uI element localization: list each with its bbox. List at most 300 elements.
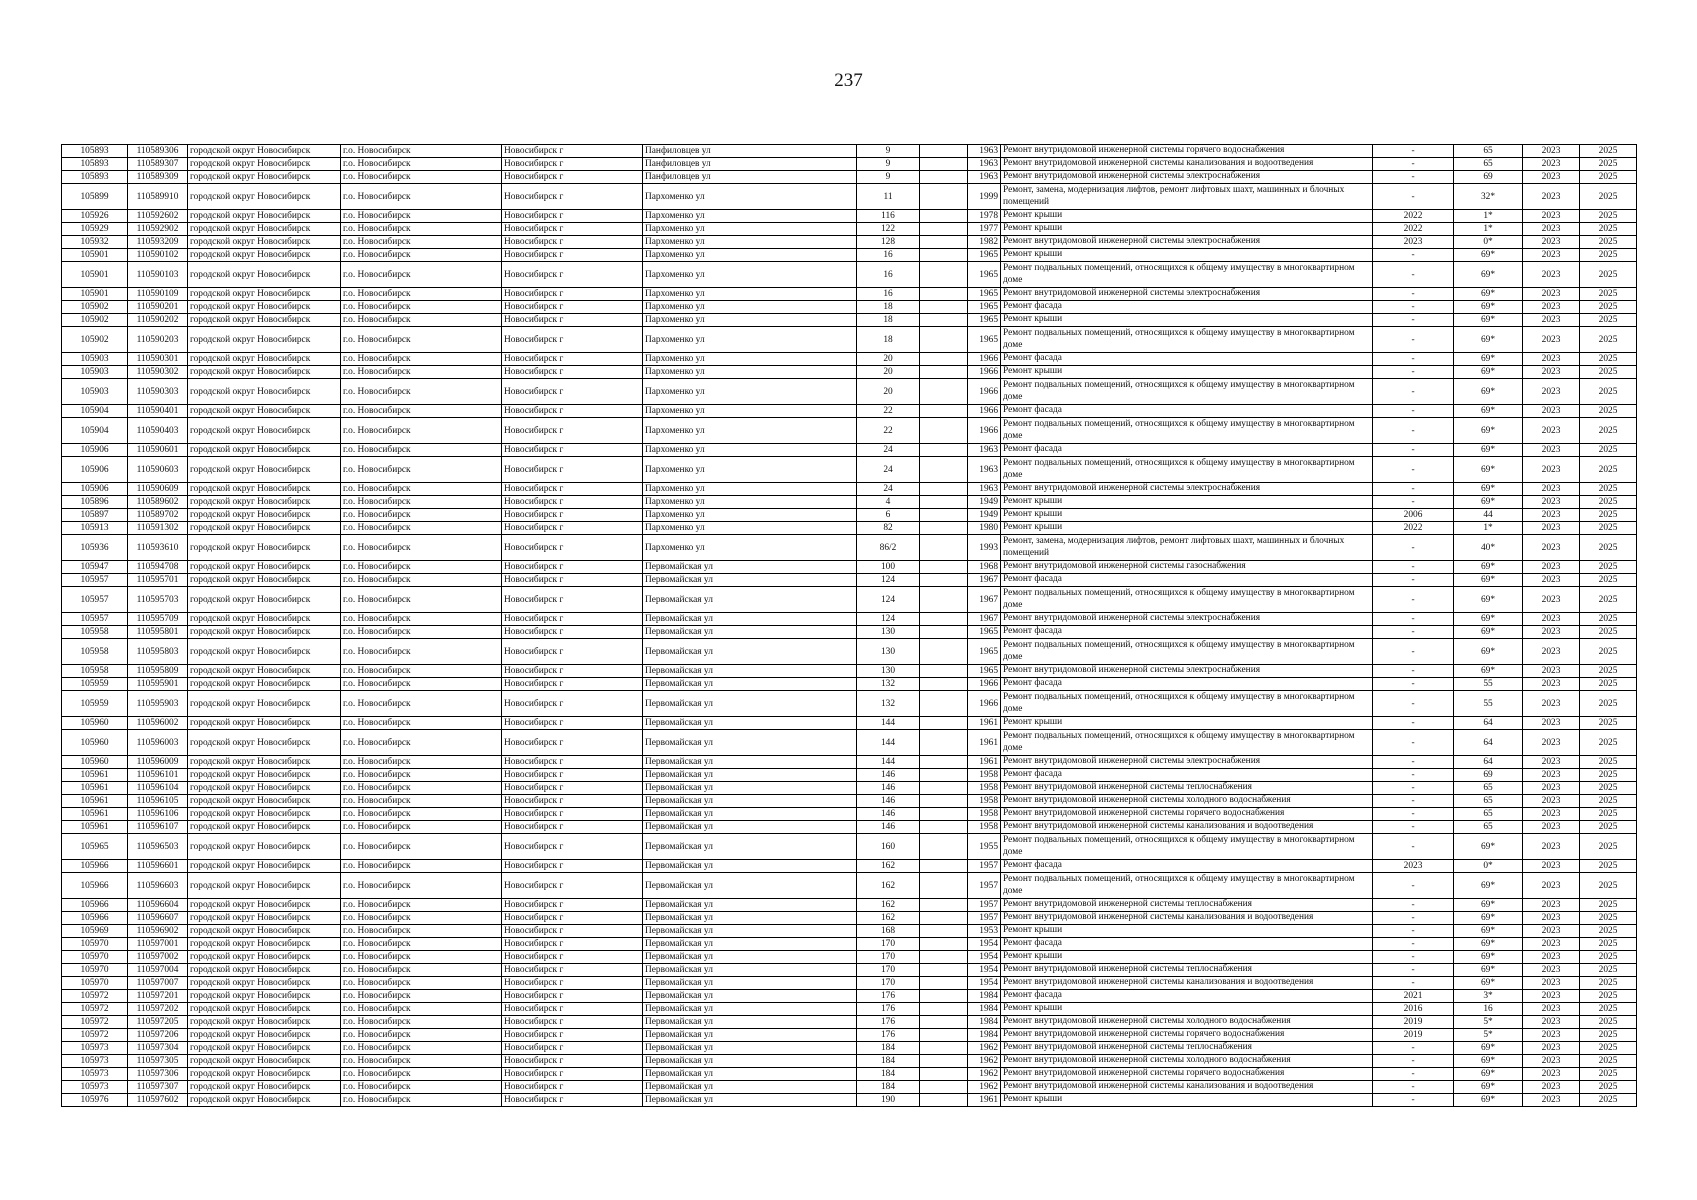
cell-last-repair-year: -: [1373, 795, 1454, 808]
cell-code: 110589307: [128, 158, 188, 171]
cell-municipality: г.о. Новосибирск: [341, 1055, 502, 1068]
cell-house: 170: [857, 951, 920, 964]
cell-last-repair-year: -: [1373, 626, 1454, 639]
cell-last-repair-year: 2021: [1373, 990, 1454, 1003]
cell-plan-start: 2023: [1523, 899, 1580, 912]
cell-year-built: 1963: [968, 171, 1001, 184]
cell-district: городской округ Новосибирск: [188, 184, 341, 210]
cell-house: 18: [857, 314, 920, 327]
cell-plan-end: 2025: [1580, 587, 1637, 613]
cell-building: [920, 990, 968, 1003]
cell-plan-end: 2025: [1580, 912, 1637, 925]
cell-year-built: 1977: [968, 223, 1001, 236]
cell-plan-end: 2025: [1580, 1081, 1637, 1094]
table-row: [62, 951, 1637, 964]
cell-settlement: Новосибирск г: [502, 457, 643, 483]
cell-building: [920, 184, 968, 210]
cell-code: 110590603: [128, 457, 188, 483]
cell-id: 105961: [62, 795, 128, 808]
cell-plan-end: 2025: [1580, 756, 1637, 769]
cell-code: 110596009: [128, 756, 188, 769]
cell-code: 110590609: [128, 483, 188, 496]
cell-street: Пархоменко ул: [643, 236, 857, 249]
cell-plan-end: 2025: [1580, 158, 1637, 171]
cell-work-type: Ремонт фасада: [1001, 860, 1373, 873]
cell-plan-start: 2023: [1523, 665, 1580, 678]
cell-district: городской округ Новосибирск: [188, 301, 341, 314]
cell-street: Первомайская ул: [643, 574, 857, 587]
cell-plan-start: 2023: [1523, 613, 1580, 626]
cell-work-type: Ремонт внутридомовой инженерной системы теплоснабжения: [1001, 1042, 1373, 1055]
cell-district: городской округ Новосибирск: [188, 496, 341, 509]
cell-work-type: Ремонт подвальных помещений, относящихся к общему имуществу в многоквартирном доме: [1001, 587, 1373, 613]
cell-last-repair-year: -: [1373, 262, 1454, 288]
table-row: [62, 249, 1637, 262]
cell-settlement: Новосибирск г: [502, 353, 643, 366]
cell-code: 110595903: [128, 691, 188, 717]
cell-id: 105902: [62, 327, 128, 353]
cell-settlement: Новосибирск г: [502, 613, 643, 626]
cell-id: 105906: [62, 444, 128, 457]
cell-wear-percent: 69*: [1454, 1068, 1523, 1081]
cell-plan-end: 2025: [1580, 821, 1637, 834]
cell-plan-start: 2023: [1523, 496, 1580, 509]
cell-last-repair-year: -: [1373, 691, 1454, 717]
cell-plan-end: 2025: [1580, 171, 1637, 184]
cell-wear-percent: 69*: [1454, 444, 1523, 457]
cell-id: 105972: [62, 1003, 128, 1016]
cell-work-type: Ремонт внутридомовой инженерной системы электроснабжения: [1001, 756, 1373, 769]
cell-settlement: Новосибирск г: [502, 964, 643, 977]
cell-plan-end: 2025: [1580, 951, 1637, 964]
table-row: [62, 145, 1637, 158]
cell-work-type: Ремонт внутридомовой инженерной системы канализования и водоотведения: [1001, 912, 1373, 925]
cell-settlement: Новосибирск г: [502, 314, 643, 327]
cell-wear-percent: 69*: [1454, 665, 1523, 678]
cell-code: 110596104: [128, 782, 188, 795]
cell-district: городской округ Новосибирск: [188, 613, 341, 626]
cell-plan-end: 2025: [1580, 509, 1637, 522]
cell-last-repair-year: -: [1373, 301, 1454, 314]
cell-year-built: 1961: [968, 756, 1001, 769]
cell-plan-start: 2023: [1523, 639, 1580, 665]
cell-municipality: г.о. Новосибирск: [341, 262, 502, 288]
cell-wear-percent: 69*: [1454, 457, 1523, 483]
cell-plan-start: 2023: [1523, 769, 1580, 782]
cell-house: 18: [857, 301, 920, 314]
cell-year-built: 1954: [968, 964, 1001, 977]
cell-building: [920, 574, 968, 587]
cell-house: 122: [857, 223, 920, 236]
cell-year-built: 1957: [968, 899, 1001, 912]
cell-id: 105972: [62, 1016, 128, 1029]
cell-house: 184: [857, 1042, 920, 1055]
cell-building: [920, 158, 968, 171]
cell-district: городской округ Новосибирск: [188, 1081, 341, 1094]
cell-street: Первомайская ул: [643, 561, 857, 574]
cell-wear-percent: 69*: [1454, 587, 1523, 613]
cell-id: 105970: [62, 951, 128, 964]
cell-last-repair-year: -: [1373, 665, 1454, 678]
cell-last-repair-year: 2022: [1373, 223, 1454, 236]
cell-wear-percent: 69*: [1454, 925, 1523, 938]
table-row: [62, 405, 1637, 418]
cell-building: [920, 639, 968, 665]
cell-house: 6: [857, 509, 920, 522]
cell-year-built: 1966: [968, 418, 1001, 444]
cell-house: 4: [857, 496, 920, 509]
cell-id: 105960: [62, 756, 128, 769]
cell-settlement: Новосибирск г: [502, 171, 643, 184]
cell-code: 110592602: [128, 210, 188, 223]
cell-street: Пархоменко ул: [643, 249, 857, 262]
cell-plan-start: 2023: [1523, 1081, 1580, 1094]
table-row: [62, 483, 1637, 496]
table-row: [62, 938, 1637, 951]
cell-work-type: Ремонт крыши: [1001, 1094, 1373, 1107]
cell-last-repair-year: -: [1373, 353, 1454, 366]
cell-street: Пархоменко ул: [643, 405, 857, 418]
cell-last-repair-year: -: [1373, 1068, 1454, 1081]
cell-work-type: Ремонт подвальных помещений, относящихся к общему имуществу в многоквартирном доме: [1001, 262, 1373, 288]
cell-id: 105958: [62, 626, 128, 639]
cell-street: Первомайская ул: [643, 756, 857, 769]
cell-municipality: г.о. Новосибирск: [341, 314, 502, 327]
cell-building: [920, 1094, 968, 1107]
cell-year-built: 1967: [968, 613, 1001, 626]
cell-id: 105970: [62, 938, 128, 951]
cell-house: 162: [857, 860, 920, 873]
cell-house: 128: [857, 236, 920, 249]
cell-street: Пархоменко ул: [643, 314, 857, 327]
cell-id: 105906: [62, 483, 128, 496]
cell-plan-start: 2023: [1523, 1094, 1580, 1107]
cell-district: городской округ Новосибирск: [188, 717, 341, 730]
cell-plan-start: 2023: [1523, 1055, 1580, 1068]
cell-building: [920, 327, 968, 353]
cell-id: 105973: [62, 1068, 128, 1081]
cell-district: городской округ Новосибирск: [188, 223, 341, 236]
cell-work-type: Ремонт внутридомовой инженерной системы горячего водоснабжения: [1001, 1029, 1373, 1042]
cell-work-type: Ремонт фасада: [1001, 678, 1373, 691]
cell-id: 105970: [62, 964, 128, 977]
cell-building: [920, 691, 968, 717]
cell-building: [920, 1042, 968, 1055]
cell-id: 105965: [62, 834, 128, 860]
table-row: [62, 509, 1637, 522]
cell-street: Первомайская ул: [643, 1029, 857, 1042]
cell-municipality: г.о. Новосибирск: [341, 1081, 502, 1094]
cell-settlement: Новосибирск г: [502, 938, 643, 951]
cell-street: Пархоменко ул: [643, 223, 857, 236]
cell-district: городской округ Новосибирск: [188, 236, 341, 249]
cell-street: Первомайская ул: [643, 1016, 857, 1029]
cell-street: Панфиловцев ул: [643, 145, 857, 158]
cell-wear-percent: 64: [1454, 717, 1523, 730]
cell-last-repair-year: -: [1373, 769, 1454, 782]
cell-street: Пархоменко ул: [643, 210, 857, 223]
cell-district: городской округ Новосибирск: [188, 574, 341, 587]
cell-house: 11: [857, 184, 920, 210]
cell-code: 110590601: [128, 444, 188, 457]
cell-wear-percent: 69*: [1454, 561, 1523, 574]
cell-plan-end: 2025: [1580, 574, 1637, 587]
cell-work-type: Ремонт внутридомовой инженерной системы канализования и водоотведения: [1001, 1081, 1373, 1094]
cell-wear-percent: 0*: [1454, 860, 1523, 873]
cell-year-built: 1965: [968, 626, 1001, 639]
cell-street: Первомайская ул: [643, 1094, 857, 1107]
cell-municipality: г.о. Новосибирск: [341, 236, 502, 249]
cell-building: [920, 535, 968, 561]
cell-work-type: Ремонт крыши: [1001, 366, 1373, 379]
cell-district: городской округ Новосибирск: [188, 1003, 341, 1016]
cell-last-repair-year: -: [1373, 808, 1454, 821]
cell-wear-percent: 69*: [1454, 327, 1523, 353]
cell-building: [920, 171, 968, 184]
cell-year-built: 1963: [968, 145, 1001, 158]
cell-house: 9: [857, 171, 920, 184]
cell-code: 110595703: [128, 587, 188, 613]
cell-municipality: г.о. Новосибирск: [341, 977, 502, 990]
table-row: [62, 366, 1637, 379]
cell-year-built: 1968: [968, 561, 1001, 574]
cell-municipality: г.о. Новосибирск: [341, 535, 502, 561]
cell-plan-start: 2023: [1523, 184, 1580, 210]
cell-last-repair-year: -: [1373, 717, 1454, 730]
cell-work-type: Ремонт внутридомовой инженерной системы газоснабжения: [1001, 561, 1373, 574]
cell-settlement: Новосибирск г: [502, 587, 643, 613]
cell-municipality: г.о. Новосибирск: [341, 145, 502, 158]
cell-district: городской округ Новосибирск: [188, 951, 341, 964]
cell-settlement: Новосибирск г: [502, 301, 643, 314]
cell-district: городской округ Новосибирск: [188, 444, 341, 457]
cell-building: [920, 561, 968, 574]
cell-plan-start: 2023: [1523, 1003, 1580, 1016]
table-row: [62, 1016, 1637, 1029]
cell-district: городской округ Новосибирск: [188, 483, 341, 496]
cell-street: Первомайская ул: [643, 821, 857, 834]
cell-code: 110590303: [128, 379, 188, 405]
cell-settlement: Новосибирск г: [502, 184, 643, 210]
cell-id: 105936: [62, 535, 128, 561]
cell-plan-start: 2023: [1523, 236, 1580, 249]
cell-plan-start: 2023: [1523, 418, 1580, 444]
cell-work-type: Ремонт внутридомовой инженерной системы холодного водоснабжения: [1001, 1016, 1373, 1029]
cell-plan-start: 2023: [1523, 223, 1580, 236]
table-row: [62, 860, 1637, 873]
cell-work-type: Ремонт внутридомовой инженерной системы теплоснабжения: [1001, 964, 1373, 977]
cell-wear-percent: 69*: [1454, 1055, 1523, 1068]
cell-work-type: Ремонт внутридомовой инженерной системы электроснабжения: [1001, 665, 1373, 678]
cell-work-type: Ремонт подвальных помещений, относящихся к общему имуществу в многоквартирном доме: [1001, 379, 1373, 405]
cell-plan-start: 2023: [1523, 964, 1580, 977]
cell-year-built: 1965: [968, 327, 1001, 353]
cell-wear-percent: 69*: [1454, 366, 1523, 379]
cell-last-repair-year: -: [1373, 535, 1454, 561]
cell-house: 18: [857, 327, 920, 353]
cell-code: 110596607: [128, 912, 188, 925]
cell-house: 144: [857, 756, 920, 769]
cell-plan-start: 2023: [1523, 1068, 1580, 1081]
cell-last-repair-year: -: [1373, 496, 1454, 509]
cell-code: 110591302: [128, 522, 188, 535]
cell-municipality: г.о. Новосибирск: [341, 223, 502, 236]
cell-code: 110596601: [128, 860, 188, 873]
cell-district: городской округ Новосибирск: [188, 262, 341, 288]
cell-street: Первомайская ул: [643, 990, 857, 1003]
cell-year-built: 1954: [968, 951, 1001, 964]
cell-year-built: 1984: [968, 1003, 1001, 1016]
cell-district: городской округ Новосибирск: [188, 1094, 341, 1107]
cell-street: Пархоменко ул: [643, 535, 857, 561]
cell-last-repair-year: -: [1373, 405, 1454, 418]
cell-house: 24: [857, 444, 920, 457]
cell-wear-percent: 69*: [1454, 977, 1523, 990]
cell-plan-start: 2023: [1523, 145, 1580, 158]
cell-last-repair-year: -: [1373, 834, 1454, 860]
cell-plan-end: 2025: [1580, 418, 1637, 444]
cell-building: [920, 899, 968, 912]
cell-street: Пархоменко ул: [643, 418, 857, 444]
cell-house: 22: [857, 405, 920, 418]
cell-plan-start: 2023: [1523, 873, 1580, 899]
cell-plan-start: 2023: [1523, 821, 1580, 834]
table-row: [62, 730, 1637, 756]
cell-plan-end: 2025: [1580, 561, 1637, 574]
cell-plan-start: 2023: [1523, 938, 1580, 951]
cell-code: 110590202: [128, 314, 188, 327]
cell-street: Первомайская ул: [643, 1003, 857, 1016]
cell-plan-end: 2025: [1580, 977, 1637, 990]
cell-last-repair-year: -: [1373, 782, 1454, 795]
cell-district: городской округ Новосибирск: [188, 808, 341, 821]
cell-year-built: 1984: [968, 1029, 1001, 1042]
cell-code: 110597305: [128, 1055, 188, 1068]
cell-last-repair-year: -: [1373, 964, 1454, 977]
cell-district: городской округ Новосибирск: [188, 769, 341, 782]
cell-work-type: Ремонт внутридомовой инженерной системы теплоснабжения: [1001, 782, 1373, 795]
cell-wear-percent: 69*: [1454, 496, 1523, 509]
cell-street: Первомайская ул: [643, 860, 857, 873]
cell-settlement: Новосибирск г: [502, 990, 643, 1003]
cell-last-repair-year: 2019: [1373, 1029, 1454, 1042]
cell-plan-end: 2025: [1580, 288, 1637, 301]
cell-wear-percent: 69: [1454, 171, 1523, 184]
cell-house: 130: [857, 665, 920, 678]
cell-municipality: г.о. Новосибирск: [341, 613, 502, 626]
cell-code: 110597001: [128, 938, 188, 951]
cell-code: 110593209: [128, 236, 188, 249]
cell-municipality: г.о. Новосибирск: [341, 522, 502, 535]
cell-plan-start: 2023: [1523, 353, 1580, 366]
cell-municipality: г.о. Новосибирск: [341, 561, 502, 574]
cell-wear-percent: 69*: [1454, 301, 1523, 314]
cell-plan-start: 2023: [1523, 457, 1580, 483]
cell-wear-percent: 65: [1454, 795, 1523, 808]
cell-plan-start: 2023: [1523, 756, 1580, 769]
cell-house: 146: [857, 808, 920, 821]
cell-year-built: 1957: [968, 912, 1001, 925]
table-row: [62, 574, 1637, 587]
cell-plan-end: 2025: [1580, 249, 1637, 262]
cell-plan-end: 2025: [1580, 639, 1637, 665]
table-row: [62, 1081, 1637, 1094]
cell-id: 105896: [62, 496, 128, 509]
cell-building: [920, 977, 968, 990]
cell-district: городской округ Новосибирск: [188, 379, 341, 405]
cell-work-type: Ремонт подвальных помещений, относящихся к общему имуществу в многоквартирном доме: [1001, 418, 1373, 444]
cell-municipality: г.о. Новосибирск: [341, 1029, 502, 1042]
cell-settlement: Новосибирск г: [502, 1068, 643, 1081]
cell-district: городской округ Новосибирск: [188, 795, 341, 808]
cell-municipality: г.о. Новосибирск: [341, 860, 502, 873]
cell-work-type: Ремонт, замена, модернизация лифтов, ремонт лифтовых шахт, машинных и блочных помещений: [1001, 184, 1373, 210]
cell-year-built: 1962: [968, 1081, 1001, 1094]
cell-house: 16: [857, 249, 920, 262]
cell-last-repair-year: -: [1373, 574, 1454, 587]
cell-settlement: Новосибирск г: [502, 730, 643, 756]
cell-work-type: Ремонт внутридомовой инженерной системы электроснабжения: [1001, 613, 1373, 626]
cell-settlement: Новосибирск г: [502, 444, 643, 457]
cell-id: 105961: [62, 769, 128, 782]
table-row: [62, 834, 1637, 860]
cell-last-repair-year: -: [1373, 899, 1454, 912]
cell-work-type: Ремонт крыши: [1001, 925, 1373, 938]
cell-last-repair-year: -: [1373, 951, 1454, 964]
cell-last-repair-year: -: [1373, 938, 1454, 951]
cell-wear-percent: 64: [1454, 730, 1523, 756]
cell-last-repair-year: -: [1373, 613, 1454, 626]
cell-house: 176: [857, 1016, 920, 1029]
cell-district: городской округ Новосибирск: [188, 327, 341, 353]
cell-street: Пархоменко ул: [643, 301, 857, 314]
table-row: [62, 899, 1637, 912]
cell-building: [920, 873, 968, 899]
cell-house: 86/2: [857, 535, 920, 561]
cell-plan-start: 2023: [1523, 951, 1580, 964]
cell-id: 105947: [62, 561, 128, 574]
cell-year-built: 1993: [968, 535, 1001, 561]
cell-municipality: г.о. Новосибирск: [341, 665, 502, 678]
cell-code: 110596105: [128, 795, 188, 808]
cell-year-built: 1965: [968, 262, 1001, 288]
cell-municipality: г.о. Новосибирск: [341, 379, 502, 405]
cell-id: 105893: [62, 171, 128, 184]
cell-work-type: Ремонт внутридомовой инженерной системы электроснабжения: [1001, 171, 1373, 184]
cell-settlement: Новосибирск г: [502, 860, 643, 873]
cell-plan-end: 2025: [1580, 327, 1637, 353]
cell-street: Первомайская ул: [643, 639, 857, 665]
cell-plan-start: 2023: [1523, 626, 1580, 639]
cell-municipality: г.о. Новосибирск: [341, 730, 502, 756]
cell-id: 105893: [62, 158, 128, 171]
cell-wear-percent: 69*: [1454, 483, 1523, 496]
cell-building: [920, 379, 968, 405]
cell-building: [920, 821, 968, 834]
cell-wear-percent: 69*: [1454, 288, 1523, 301]
table-row: [62, 314, 1637, 327]
cell-work-type: Ремонт крыши: [1001, 951, 1373, 964]
cell-house: 20: [857, 366, 920, 379]
cell-building: [920, 795, 968, 808]
cell-wear-percent: 69*: [1454, 574, 1523, 587]
cell-work-type: Ремонт крыши: [1001, 210, 1373, 223]
cell-year-built: 1954: [968, 938, 1001, 951]
cell-code: 110590401: [128, 405, 188, 418]
cell-code: 110590102: [128, 249, 188, 262]
cell-house: 162: [857, 873, 920, 899]
cell-district: городской округ Новосибирск: [188, 821, 341, 834]
